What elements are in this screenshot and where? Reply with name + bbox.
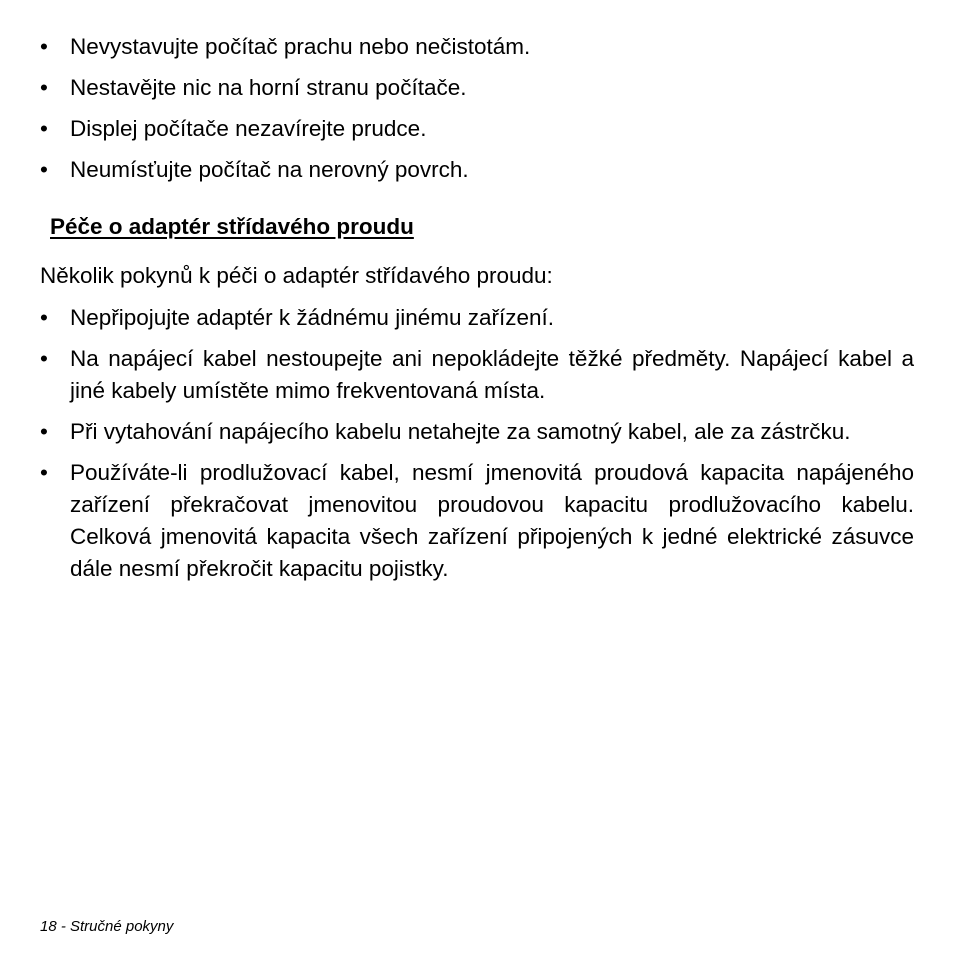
list-item bbox=[40, 416, 914, 448]
bullet-icon: • bbox=[40, 157, 48, 182]
list-item-text: Displej počítače nezavírejte prudce. bbox=[70, 116, 427, 141]
bullet-icon: • bbox=[40, 419, 48, 444]
bullet-list-adapter-care bbox=[40, 302, 914, 594]
list-item bbox=[40, 302, 914, 334]
list-item-text: Při vytahování napájecího kabelu netahejte za samotný kabel, ale za zástrčku. bbox=[70, 419, 851, 444]
list-item bbox=[40, 113, 914, 145]
bullet-icon: • bbox=[40, 460, 48, 485]
list-item-text: Nepřipojujte adaptér k žádnému jinému zařízení. bbox=[70, 305, 555, 330]
list-item-text: Na napájecí kabel nestoupejte ani nepokládejte těžké předměty. Napájecí kabel a jiné kabely umístěte mimo frekventovaná místa. bbox=[70, 346, 914, 403]
list-item-text: Používáte-li prodlužovací kabel, nesmí jmenovitá proudová kapacita napájeného zařízení překračovat jmenovitou proudovou kapacitu prodlužovacího kabelu. Celková jmenovitá kapacita všech zařízení připojených k jedné elektrické zásuvce dále nesmí překročit kapacitu pojistky. bbox=[70, 460, 914, 581]
list-item bbox=[40, 457, 914, 585]
bullet-icon: • bbox=[40, 346, 48, 371]
list-item bbox=[40, 343, 914, 407]
section-intro: Několik pokynů k péči o adaptér střídavého proudu: bbox=[40, 263, 553, 288]
bullet-icon: • bbox=[40, 34, 48, 59]
list-item bbox=[40, 154, 914, 186]
page-footer: 18 - Stručné pokyny bbox=[40, 918, 174, 935]
bullet-list-general-care bbox=[40, 31, 914, 195]
bullet-icon: • bbox=[40, 116, 48, 141]
list-item-text: Neumísťujte počítač na nerovný povrch. bbox=[70, 157, 469, 182]
bullet-icon: • bbox=[40, 305, 48, 330]
list-item-text: Nestavějte nic na horní stranu počítače. bbox=[70, 75, 467, 100]
list-item bbox=[40, 31, 914, 63]
list-item bbox=[40, 72, 914, 104]
list-item-text: Nevystavujte počítač prachu nebo nečistotám. bbox=[70, 34, 531, 59]
section-heading: Péče o adaptér střídavého proudu bbox=[50, 214, 414, 239]
bullet-icon: • bbox=[40, 75, 48, 100]
